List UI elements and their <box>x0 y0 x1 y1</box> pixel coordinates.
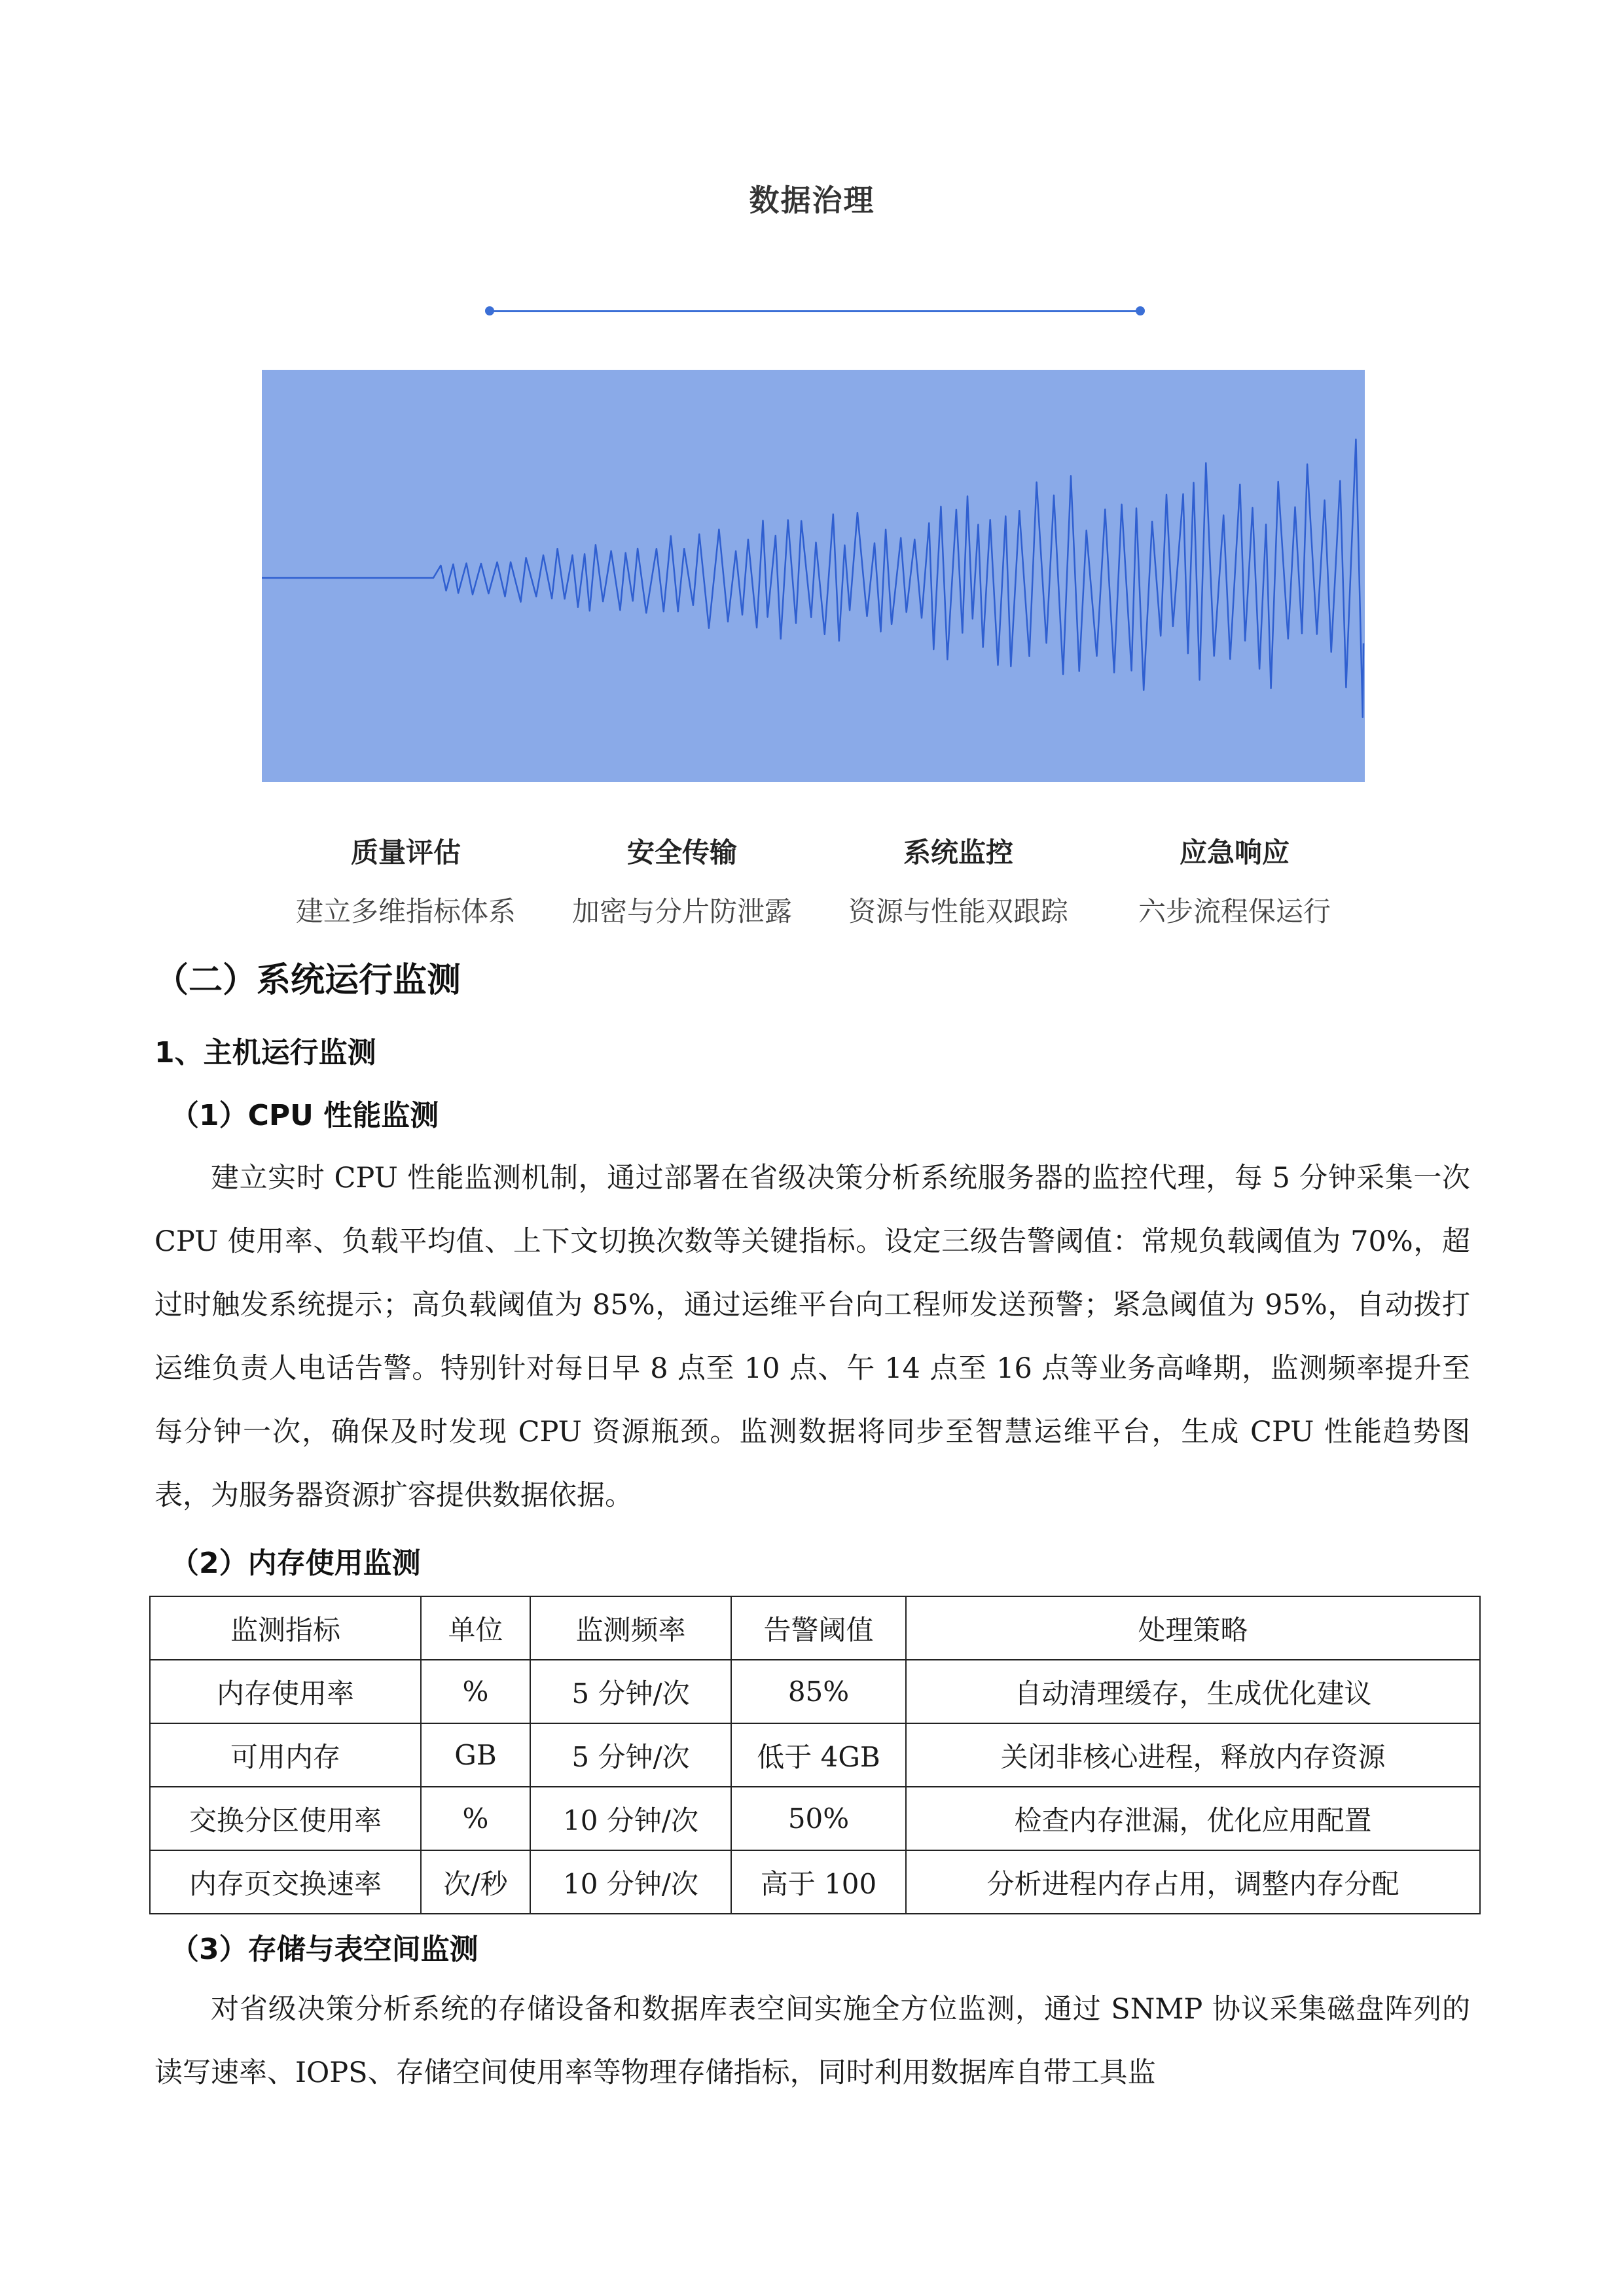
table-header-row <box>150 1596 1480 1660</box>
table-cell: 可用内存 <box>150 1723 421 1787</box>
table-cell: GB <box>421 1723 530 1787</box>
table-header-cell: 监测频率 <box>530 1596 731 1660</box>
table-cell: 高于 100 <box>731 1850 906 1914</box>
decorative-divider-line <box>490 310 1140 312</box>
cpu-monitoring-paragraph: 建立实时 CPU 性能监测机制，通过部署在省级决策分析系统服务器的监控代理，每 5 分钟采集一次 CPU 使用率、负载平均值、上下文切换次数等关键指标。设定三级告警阈值：常规负载阈值为 70%，超过时触发系统提示；高负载阈值为 85%，通过运维平台向工程师发送预警；紧急阈值为 95%，自动拨打运维负责人电话告警。特别针对每日早 8 点至 10 点、午 14 点至 16 点等业务高峰期，监测频率提升至每分钟一次，确保及时发现 CPU 资源瓶颈。监测数据将同步至智慧运维平台，生成 CPU 性能趋势图表，为服务器资源扩容提供数据依据。 <box>154 1162 1470 1512</box>
table-cell: 交换分区使用率 <box>150 1787 421 1850</box>
divider-right-dot <box>1136 306 1145 315</box>
table-row <box>150 1660 1480 1723</box>
table-cell: 5 分钟/次 <box>530 1660 731 1723</box>
table-header-cell: 监测指标 <box>150 1596 421 1660</box>
feature-title-transfer: 安全传输 <box>626 836 737 869</box>
waveform-illustration <box>262 370 1365 782</box>
table-cell: 10 分钟/次 <box>530 1787 731 1850</box>
table-cell: 检查内存泄漏，优化应用配置 <box>906 1787 1480 1850</box>
subsection-title: 1、主机运行监测 <box>154 1036 376 1069</box>
table-row <box>150 1723 1480 1787</box>
table-cell: 10 分钟/次 <box>530 1850 731 1914</box>
table-cell: 分析进程内存占用，调整内存分配 <box>906 1850 1480 1914</box>
table-header-cell: 处理策略 <box>906 1596 1480 1660</box>
waveform-svg <box>262 370 1365 782</box>
waveform-line <box>262 439 1363 717</box>
table-cell: 关闭非核心进程，释放内存资源 <box>906 1723 1480 1787</box>
table-row <box>150 1850 1480 1914</box>
table-cell: 自动清理缓存，生成优化建议 <box>906 1660 1480 1723</box>
table-cell: 85% <box>731 1660 906 1723</box>
feature-title-monitor: 系统监控 <box>903 836 1013 869</box>
page-heading: 数据治理 <box>749 183 875 218</box>
section-title: （二）系统运行监测 <box>154 961 461 1000</box>
storage-monitoring-title: （3）存储与表空间监测 <box>170 1933 478 1966</box>
table-cell: 内存使用率 <box>150 1660 421 1723</box>
feature-title-quality: 质量评估 <box>350 836 461 869</box>
table-cell: 50% <box>731 1787 906 1850</box>
table-cell: 次/秒 <box>421 1850 530 1914</box>
memory-monitoring-table <box>149 1596 1481 1914</box>
table-cell: 5 分钟/次 <box>530 1723 731 1787</box>
table-cell: % <box>421 1660 530 1723</box>
feature-desc-monitor: 资源与性能双跟踪 <box>848 895 1068 927</box>
feature-desc-emergency: 六步流程保运行 <box>1138 895 1331 927</box>
cpu-monitoring-title: （1）CPU 性能监测 <box>170 1099 439 1132</box>
table-cell: 内存页交换速率 <box>150 1850 421 1914</box>
feature-desc-quality: 建立多维指标体系 <box>295 895 516 927</box>
memory-monitoring-title: （2）内存使用监测 <box>170 1547 421 1580</box>
feature-title-emergency: 应急响应 <box>1179 836 1290 869</box>
storage-monitoring-paragraph: 对省级决策分析系统的存储设备和数据库表空间实施全方位监测，通过 SNMP 协议采集磁盘阵列的读写速率、IOPS、存储空间使用率等物理存储指标，同时利用数据库自带工具监 <box>154 1993 1470 2089</box>
divider-left-dot <box>485 306 494 315</box>
table-header-cell: 告警阈值 <box>731 1596 906 1660</box>
feature-desc-transfer: 加密与分片防泄露 <box>571 895 792 927</box>
table-row <box>150 1787 1480 1850</box>
table-cell: % <box>421 1787 530 1850</box>
table-cell: 低于 4GB <box>731 1723 906 1787</box>
table-header-cell: 单位 <box>421 1596 530 1660</box>
